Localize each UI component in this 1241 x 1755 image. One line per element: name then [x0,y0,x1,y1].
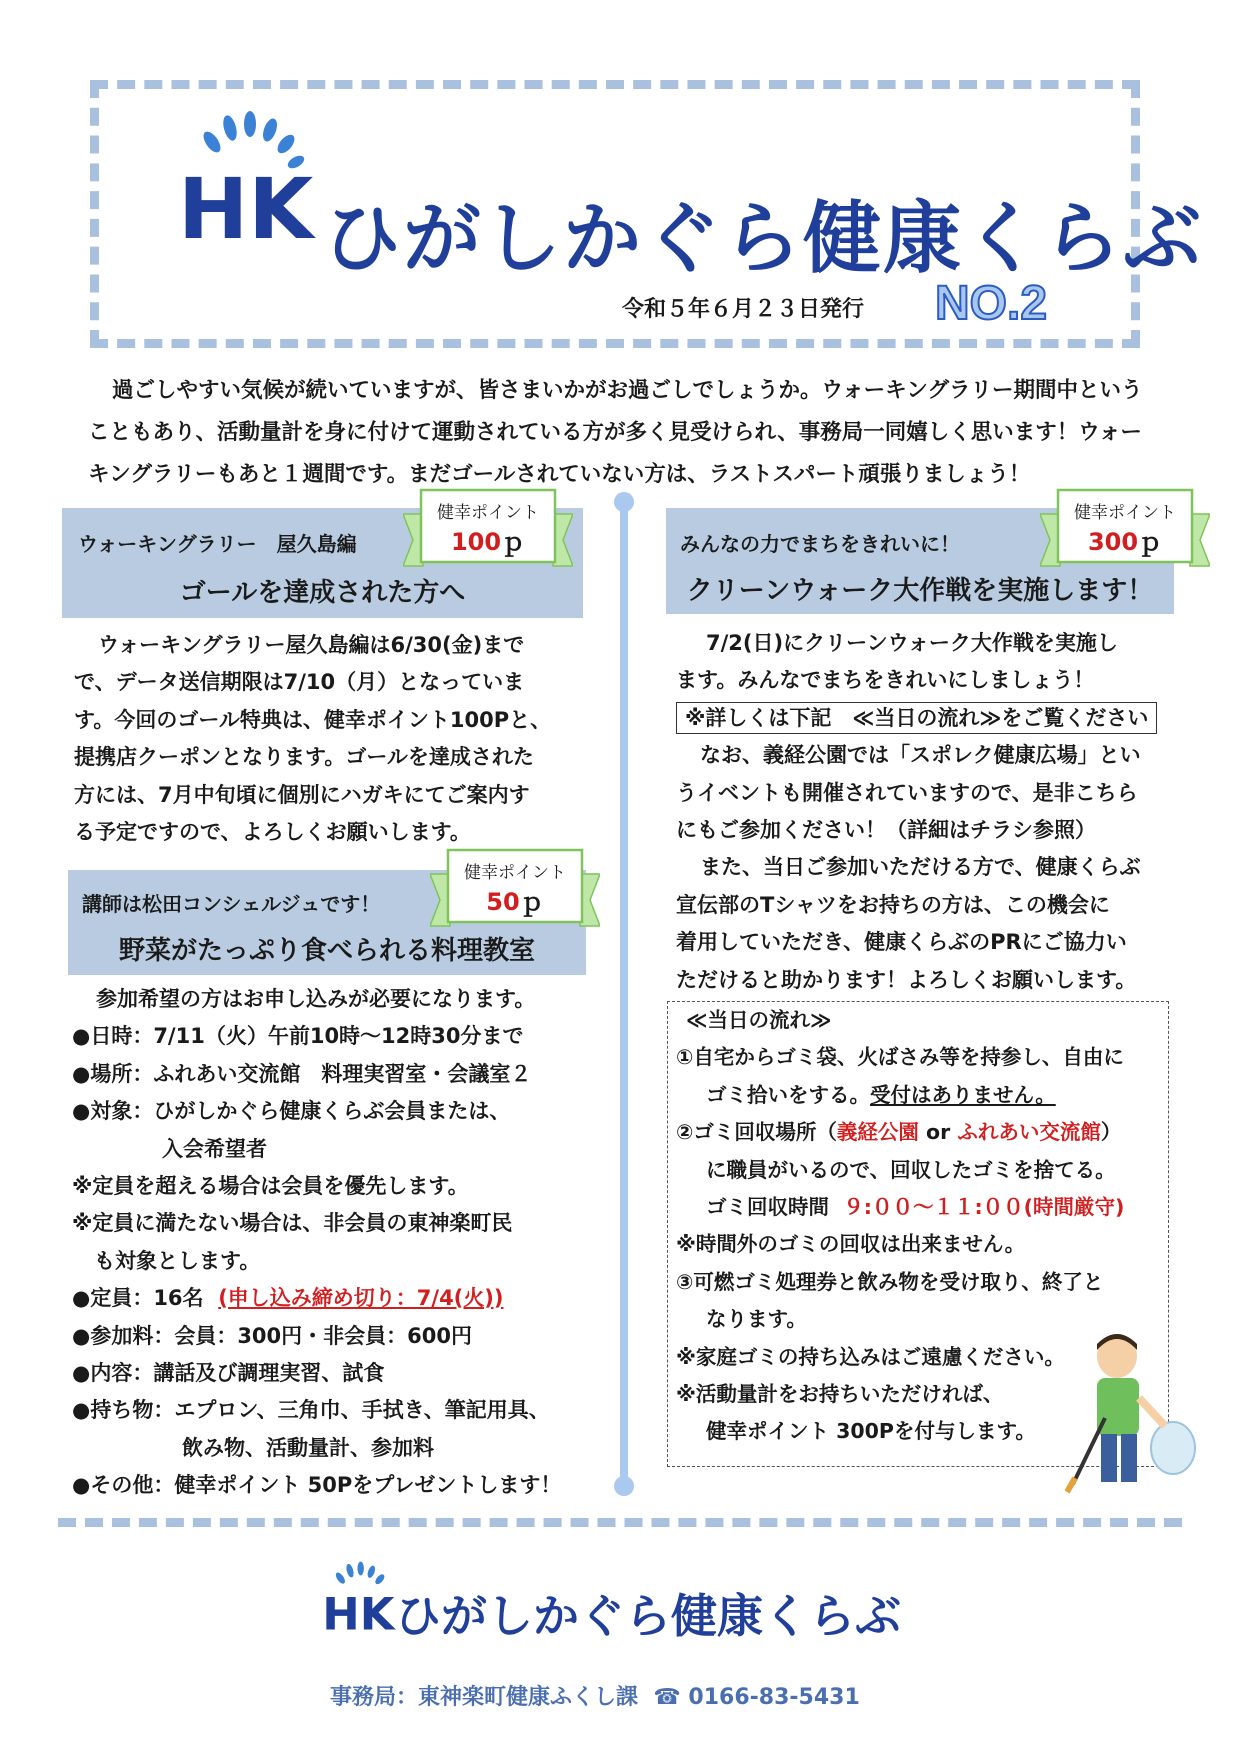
cooking-body [72,981,612,1504]
flow-no-reception: 受付はありません。 [870,1082,1056,1107]
walking-subtitle: ウォーキングラリー 屋久島編 [78,532,357,556]
walking-badge-points: 100ｐ [450,528,526,556]
column-divider [620,500,628,1486]
issue-date: 令和５年６月２３日発行 [622,297,865,322]
clean-line: ます。みんなでまちをきれいにしましょう！ [676,668,1095,693]
logo-text: HK [178,160,314,258]
cooking-line: ●対象：ひがしかぐら健康くらぶ会員または、 [72,1099,511,1124]
cooking-line: 飲み物、活動量計、参加料 [182,1435,434,1460]
flow-time-value: ９:００～１１:００(時間厳守) [843,1194,1125,1219]
footer-title: ひがしかぐら健康くらぶ [395,1589,901,1643]
cooking-line: ●その他：健幸ポイント 50Pをプレゼントします！ [72,1473,562,1498]
flow-step2-cont: に職員がいるので、回収したゴミを捨てる。 [706,1157,1116,1182]
clean-subtitle: みんなの力でまちをきれいに！ [680,532,960,556]
footer-office: 事務局：東神楽町健康ふくし課 [330,1685,639,1710]
flow-step1: ①自宅からゴミ袋、火ばさみ等を持参し、自由に [676,1045,1124,1070]
flow-note: ※家庭ゴミの持ち込みはご遠慮ください。 [676,1344,1065,1369]
walking-title: ゴールを達成された方へ [179,578,466,608]
flow-place-hall: ふれあい交流館 [957,1120,1101,1145]
walking-line: す。今回のゴール特典は、健幸ポイント100Pと、 [74,707,552,732]
clean-title: クリーンウォーク大作戦を実施します！ [686,576,1154,606]
cooking-line: ●内容：講話及び調理実習、試食 [72,1360,385,1385]
flow-step2: ②ゴミ回収場所（義経公園 or ふれあい交流館） [676,1120,1122,1145]
cooking-line: ●参加料：会員：300円・非会員：600円 [72,1323,472,1348]
cooking-line: ●持ち物：エプロン、三角巾、手拭き、筆記用具、 [72,1398,550,1423]
walking-line: ウォーキングラリー屋久島編は6/30(金)まで [98,633,525,657]
cooking-deadline: (申し込み締め切り：7/4(火)) [218,1286,504,1311]
clean-details-line [676,700,1196,737]
cooking-line: 参加希望の方はお申し込みが必要になります。 [96,987,536,1011]
footer-logo-text: HK [322,1587,395,1640]
clean-badge-points: 300ｐ [1087,528,1163,556]
cooking-line: 入会希望者 [162,1136,267,1161]
footer-phone: 0166-83-5431 [688,1685,860,1710]
flow-collection-time: ゴミ回収時間 ９:００～１１:００(時間厳守) [706,1194,1125,1219]
cooking-line: ●場所：ふれあい交流館 料理実習室・会議室２ [72,1061,532,1086]
flow-step1-cont: ゴミ拾いをする。受付はありません。 [706,1082,1056,1107]
cooking-line: ※定員を超える場合は会員を優先します。 [72,1173,469,1198]
divider-dot-top [614,492,634,512]
divider-dot-bottom [614,1476,634,1496]
page-title: ひがしかぐら健康くらぶ [323,194,1204,284]
footer-hk-logo [318,1560,398,1640]
clean-details-note: ※詳しくは下記 ≪当日の流れ≫をご覧ください [676,702,1157,734]
phone-icon: ☎ [653,1685,681,1710]
flow-title: ≪当日の流れ≫ [686,1008,832,1032]
cooking-badge-points: 50ｐ [486,888,544,916]
cooking-title: 野菜がたっぷり食べられる料理教室 [118,936,535,966]
flow-note: 健幸ポイント 300Pを付与します。 [706,1419,1036,1444]
walking-badge-label: 健幸ポイント [437,503,539,523]
clean-line: にもご参加ください！（詳細はチラシ参照） [676,817,1096,842]
footer-divider [58,1518,1182,1527]
flow-note: ※時間外のゴミの回収は出来ません。 [676,1232,1026,1257]
cooking-line: ●日時：7/11（火）午前10時～12時30分まで [72,1024,524,1049]
clean-body [676,625,1196,999]
flow-note: ※活動量計をお持ちいただければ、 [676,1381,1004,1406]
clean-badge-label: 健幸ポイント [1074,503,1176,523]
clean-line: ただけると助かります！よろしくお願いします。 [676,967,1137,992]
cooking-capacity-line: ●定員：16名 (申し込み締め切り：7/4(火)) [72,1286,504,1311]
footer-contact [330,1680,860,1711]
walking-line: 提携店クーポンとなります。ゴールを達成された [74,745,534,770]
walking-line: 方には、7月中旬頃に個別にハガキにてご案内す [74,782,530,807]
cooking-line: も対象とします。 [94,1248,261,1273]
clean-points-badge [1040,486,1210,574]
walking-line: る予定ですので、よろしくお願いします。 [74,819,471,844]
hk-logo [170,108,320,258]
flow-place-park: 義経公園 [836,1120,919,1145]
cooking-subtitle: 講師は松田コンシェルジュです！ [82,892,381,916]
clean-line: 着用していただき、健康くらぶのPRにご協力い [676,930,1127,955]
cooking-line: ※定員に満たない場合は、非会員の東神楽町民 [72,1211,513,1236]
clean-line: 宣伝部のTシャツをお持ちの方は、この機会に [676,892,1110,917]
flow-step3: ③可燃ゴミ処理券と飲み物を受け取り、終了と [676,1269,1104,1294]
flow-step3-cont: なります。 [706,1307,807,1332]
clean-line: 7/2(日)にクリーンウォーク大作戦を実施し [706,631,1118,655]
walking-body [74,627,594,851]
clean-line: また、当日ご参加いただける方で、健康くらぶ [700,855,1141,880]
walking-line: で、データ送信期限は7/10（月）となっていま [74,670,525,695]
clean-line: うイベントも開催されていますので、是非こちら [676,780,1138,805]
clean-line: なお、義経公園では「スポレク健康広場」とい [700,743,1141,768]
intro-paragraph: 過ごしやすい気候が続いていますが、皆さまいかがお過ごしでしょうか。ウォーキングラリー期間中ということもあり、活動量計を身に付けて運動されている方が多く見受けられ、事務局一同嬉しく思います！ウォーキングラリーもあと１週間です。まだゴールされていない方は、ラストスパート頑張りましょう！ [88,378,1143,487]
cleanup-person-illustration [1065,1328,1205,1498]
cooking-points-badge [430,846,600,934]
issue-number: NO.2 [935,277,1048,330]
walking-points-badge [403,486,573,574]
cooking-badge-label: 健幸ポイント [464,863,566,883]
